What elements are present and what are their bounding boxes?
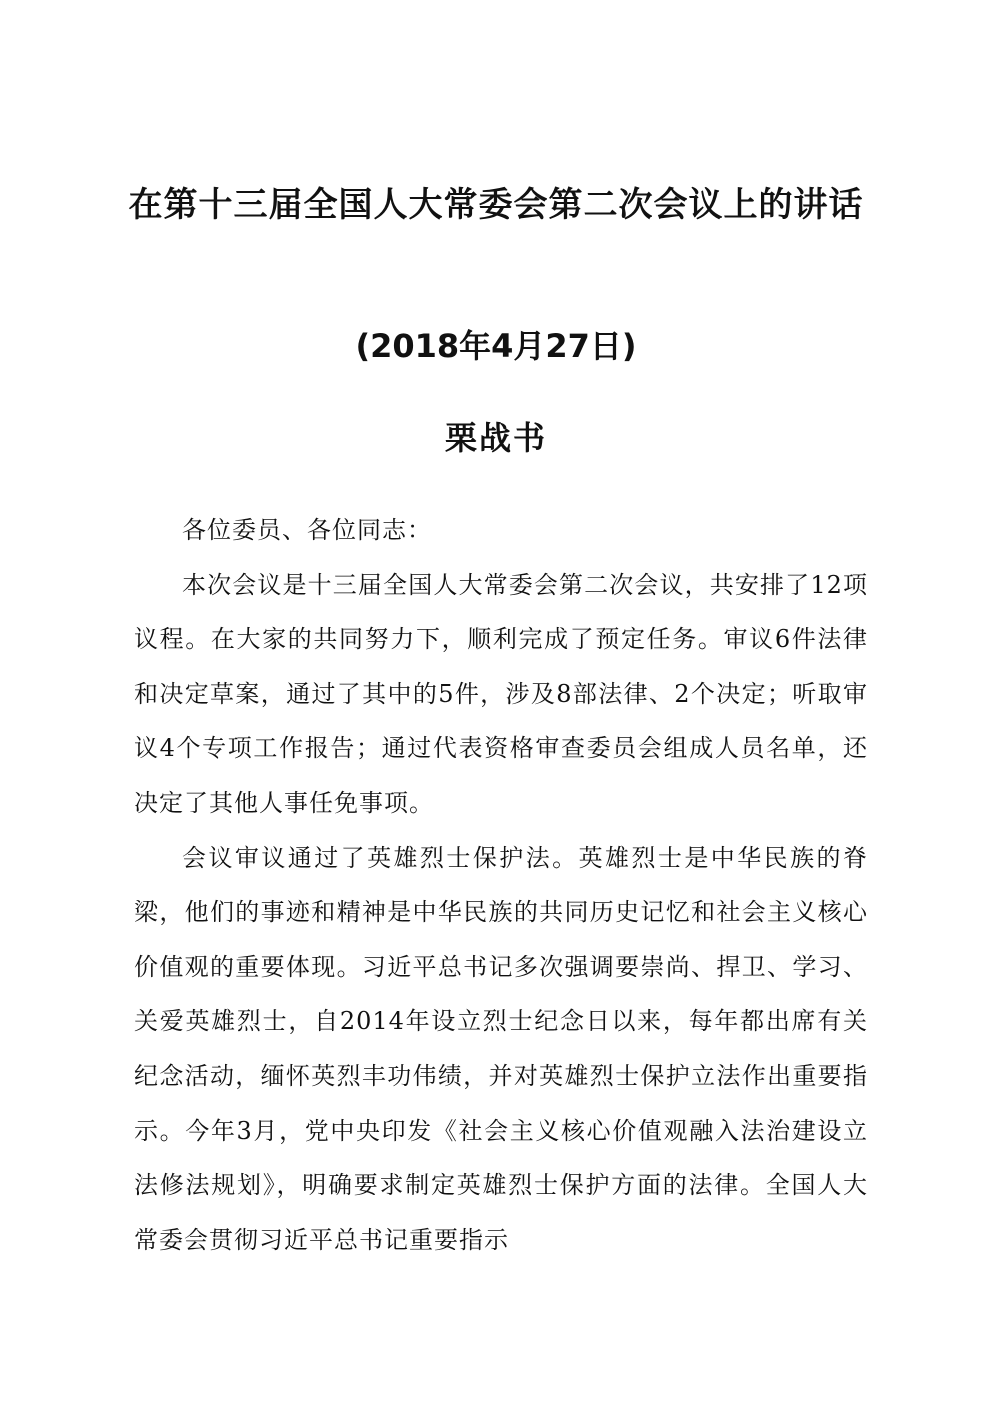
document-date: (2018年4月27日) (355, 327, 637, 365)
document-title: 在第十三届全国人大常委会第二次会议上的讲话 (128, 185, 864, 225)
document-author: 栗战书 (444, 419, 547, 457)
body-paragraph: 会议审议通过了英雄烈士保护法。英雄烈士是中华民族的脊梁，他们的事迹和精神是中华民族的共同历史记忆和社会主义核心价值观的重要体现。习近平总书记多次强调要崇尚、捍卫、学习、关爱英雄烈士，自2014年设立烈士纪念日以来，每年都出席有关纪念活动，缅怀英烈丰功伟绩，并对英雄烈士保护立法作出重要指示。今年3月，党中央印发《社会主义核心价值观融入法治建设立法修法规划》，明确要求制定英雄烈士保护方面的法律。全国人大常委会贯彻习近平总书记重要指示 (134, 843, 868, 1254)
document-body (134, 503, 868, 1267)
body-paragraph: 本次会议是十三届全国人大常委会第二次会议，共安排了12项议程。在大家的共同努力下，顺利完成了预定任务。审议6件法律和决定草案，通过了其中的5件，涉及8部法律、2个决定；听取审议4个专项工作报告；通过代表资格审查委员会组成人员名单，还决定了其他人事任免事项。 (134, 570, 868, 817)
salutation-paragraph: 各位委员、各位同志： (182, 516, 432, 544)
